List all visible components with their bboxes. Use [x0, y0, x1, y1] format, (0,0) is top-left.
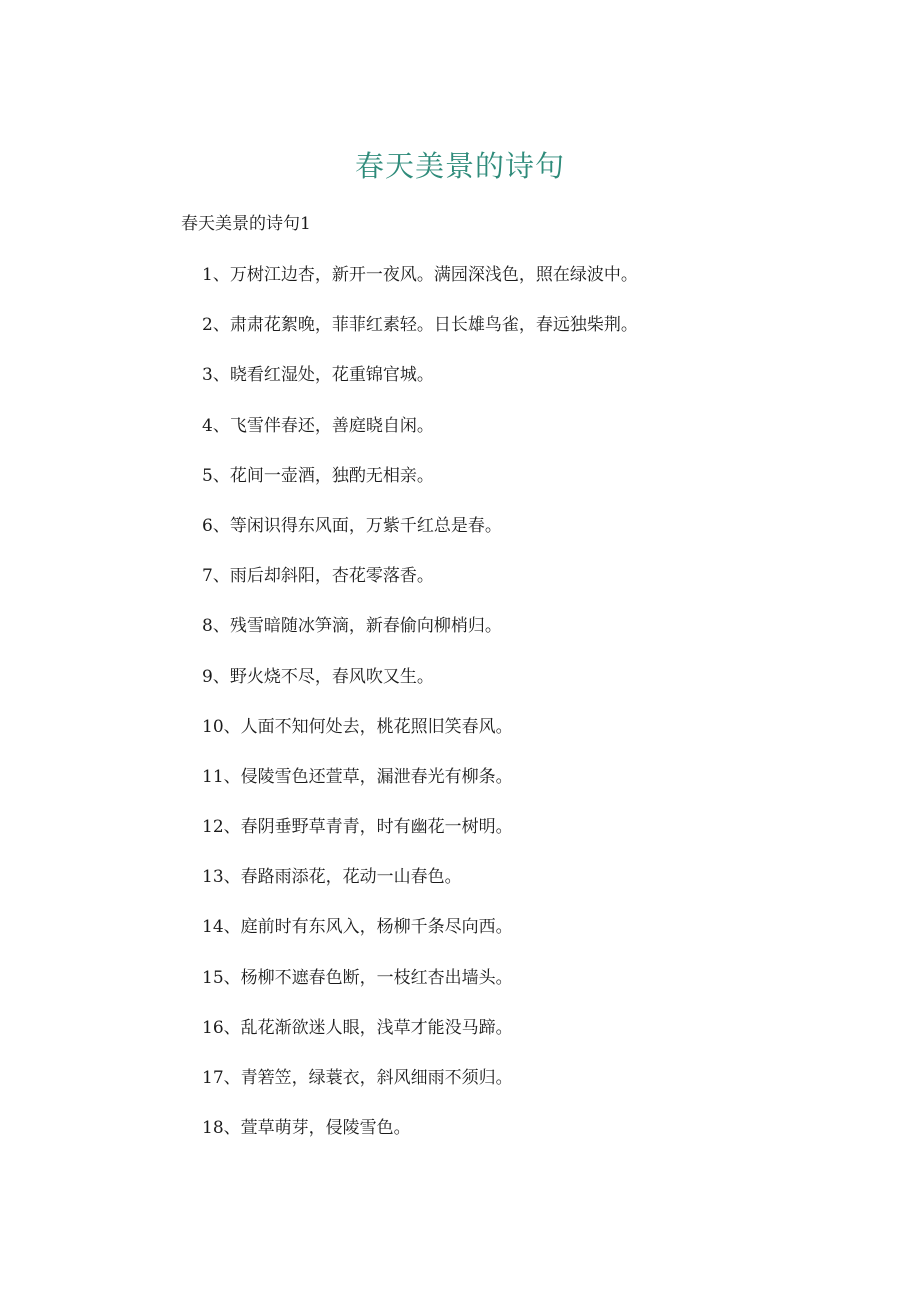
poem-line: 4、飞雪伴春还，善庭晓自闲。 — [202, 415, 434, 436]
poem-line: 2、肃肃花絮晚，菲菲红素轻。日长雄鸟雀，春远独柴荆。 — [202, 315, 638, 336]
poem-line: 16、乱花渐欲迷人眼，浅草才能没马蹄。 — [202, 1017, 513, 1038]
poem-line: 10、人面不知何处去，桃花照旧笑春风。 — [202, 716, 513, 737]
poem-line: 6、等闲识得东风面，万紫千红总是春。 — [202, 515, 502, 536]
poem-list — [202, 262, 638, 1165]
document-title: 春天美景的诗句 — [354, 149, 565, 183]
poem-line: 5、花间一壶酒，独酌无相亲。 — [202, 465, 434, 486]
poem-line: 17、青箬笠，绿蓑衣，斜风细雨不须归。 — [202, 1068, 513, 1088]
poem-line: 1、万树江边杏，新开一夜风。满园深浅色，照在绿波中。 — [202, 265, 638, 285]
poem-line: 3、晓看红湿处，花重锦官城。 — [202, 365, 434, 386]
poem-line: 12、春阴垂野草青青，时有幽花一树明。 — [202, 817, 513, 838]
section-heading: 春天美景的诗句1 — [181, 214, 311, 234]
poem-line: 15、杨柳不遮春色断，一枝红杏出墙头。 — [202, 967, 513, 988]
poem-line: 11、侵陵雪色还萱草，漏泄春光有柳条。 — [202, 766, 513, 787]
poem-line: 18、萱草萌芽，侵陵雪色。 — [202, 1118, 411, 1139]
poem-line: 8、残雪暗随冰笋滴，新春偷向柳梢归。 — [202, 616, 502, 637]
poem-line: 9、野火烧不尽，春风吹又生。 — [202, 666, 434, 687]
poem-line: 14、庭前时有东风入，杨柳千条尽向西。 — [202, 917, 513, 938]
poem-line: 7、雨后却斜阳，杏花零落香。 — [202, 566, 434, 587]
poem-line: 13、春路雨添花，花动一山春色。 — [202, 867, 462, 888]
